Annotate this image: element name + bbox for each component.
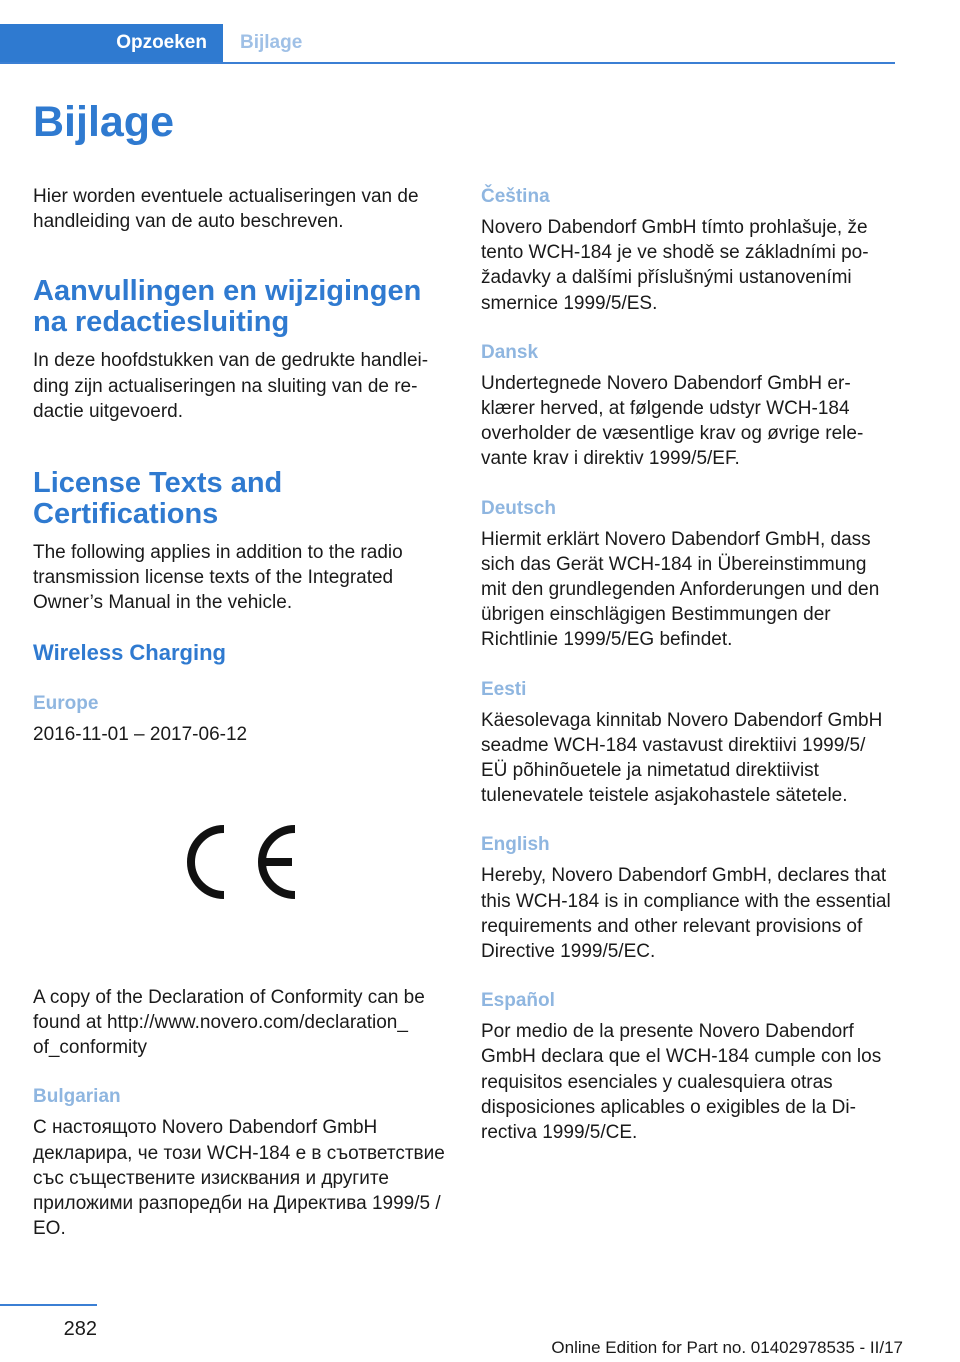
page-number: 282 (63, 1318, 97, 1340)
language-text-bulgarian: С настоящото Novero Dabendorf GmbH декларира, че този WCH-184 е в съответствие със съществените изисквания и другите приложими разпоредби на Директива 1999/5 / ЕО. (33, 1117, 445, 1240)
language-text-deutsch: Hiermit erklärt Novero Dabendorf GmbH, dass sich das Gerät WCH-184 in Übereinstimmung mit den grundlegenden Anforderungen und den übrigen einschlägigen Bestimmungen der Richtlinie 1999/5/EG befindet. (481, 528, 880, 651)
top-navigation-bar (0, 24, 895, 64)
date-range: 2016-11-01 – 2017-06-12 (33, 723, 248, 745)
language-title-deutsch: Deutsch (481, 497, 556, 519)
tab-opzoeken[interactable]: Opzoeken (0, 24, 223, 62)
subsection-title-wireless: Wireless Charging (33, 639, 226, 665)
intro-text: Hier worden eventuele actualiseringen van de handleiding van de auto beschreven. (33, 186, 419, 233)
region-title-europe: Europe (33, 692, 99, 714)
language-text-cestina: Novero Dabendorf GmbH tímto prohlašuje, že tento WCH-184 je ve shodě se základními požadavky a dalšími příslušnými ustanoveními smernice 1999/5/ES. (481, 217, 869, 314)
tab-bijlage[interactable]: Bijlage (240, 32, 303, 53)
right-column (481, 184, 893, 1145)
section-title-aanvullingen: Aanvullingen en wijzigingen na redactiesluiting (33, 275, 422, 339)
language-text-eesti: Käesolevaga kinnitab Novero Dabendorf GmbH seadme WCH-184 vastavust direktiivi 1999/5/ EÜ põhinõuetele ja nimetatud direktiivist tulenevatele teistele asjakohastele sätetele. (481, 709, 883, 807)
footer-divider (0, 1304, 97, 1306)
language-text-english: Hereby, Novero Dabendorf GmbH, declares that this WCH-184 is in compliance with the essential requirements and other relevant provisions of Directive 1999/5/EC. (481, 865, 891, 963)
language-text-espanol: Por medio de la presente Novero Dabendorf GmbH declara que el WCH-184 cumple con los requisitos esenciales y cualesquiera otras disposiciones aplicables o exigibles de la Directiva 1999/5/CE. (481, 1021, 882, 1144)
ce-mark-icon (178, 817, 298, 907)
left-column (33, 184, 453, 1241)
section-text-license: The following applies in addition to the radio transmission license texts of the Integrated Owner’s Manual in the vehicle. (33, 542, 403, 614)
language-title-espanol: Español (481, 990, 555, 1012)
section-text-aanvullingen: In deze hoofdstukken van de gedrukte handleiding zijn actualiseringen na sluiting van de redactie uitgevoerd. (33, 350, 429, 422)
section-title-license: License Texts and Certifications (33, 467, 283, 531)
language-title-english: English (481, 834, 550, 856)
language-title-bulgarian: Bulgarian (33, 1086, 121, 1108)
page-title: Bijlage (33, 98, 174, 146)
language-title-cestina: Čeština (481, 186, 550, 207)
declaration-text: A copy of the Declaration of Conformity can be found at http://www.novero.com/declaration_ of_conformity (33, 986, 425, 1059)
edition-info: Online Edition for Part no. 01402978535 - II/17 (551, 1338, 903, 1357)
language-title-eesti: Eesti (481, 678, 527, 700)
language-text-dansk: Undertegnede Novero Dabendorf GmbH erklærer herved, at følgende udstyr WCH-184 overholder de væsentlige krav og øvrige relevante krav i direktiv 1999/5/EF. (481, 372, 864, 470)
language-title-dansk: Dansk (481, 341, 539, 363)
